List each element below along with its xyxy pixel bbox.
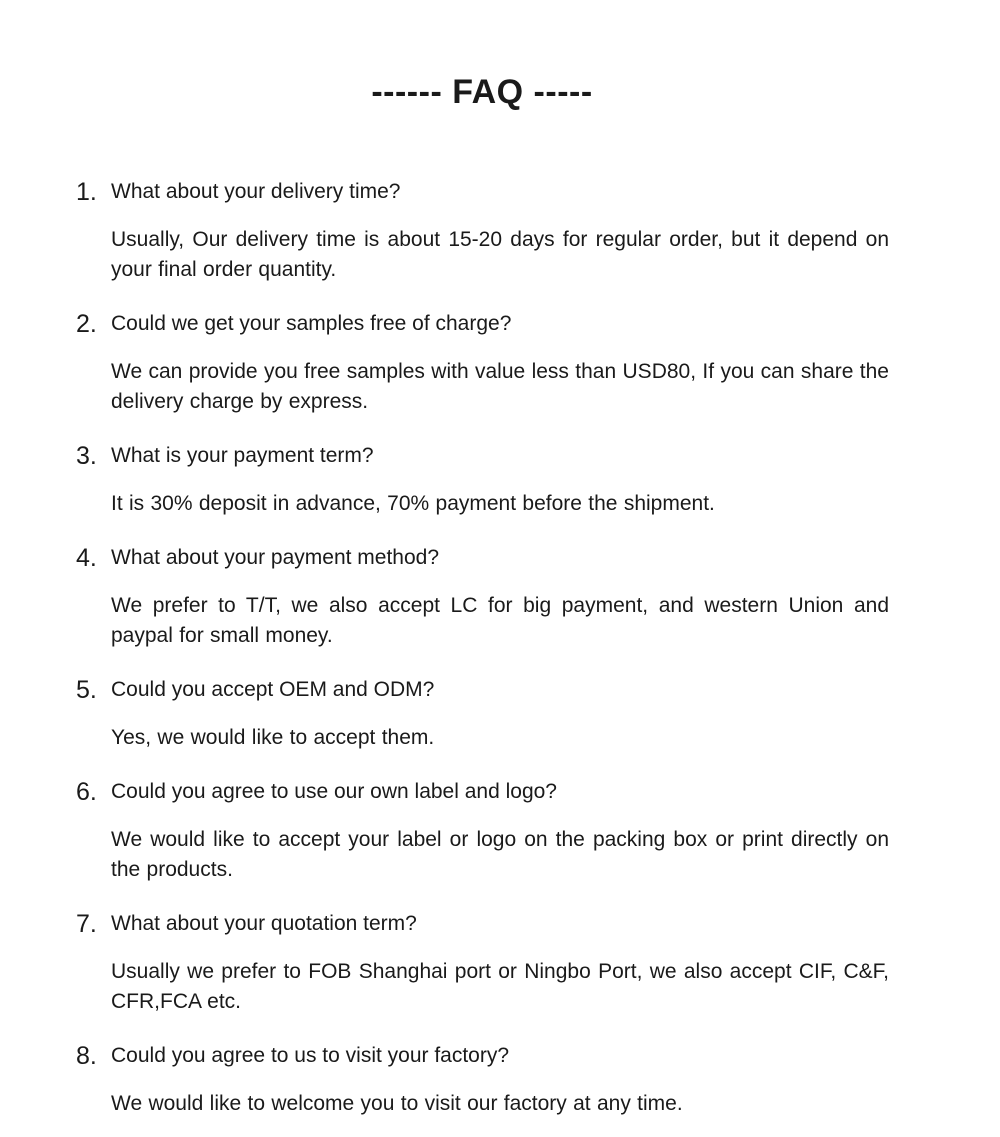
faq-question: What about your delivery time? [111, 180, 401, 203]
faq-number: 7. [76, 910, 97, 938]
faq-item [0, 435, 1000, 519]
faq-list [0, 171, 1000, 1137]
faq-item [0, 771, 1000, 885]
faq-answer: We prefer to T/T, we also accept LC for big payment, and western Union and paypal for small money. [111, 594, 889, 647]
faq-question: Could we get your samples free of charge? [111, 312, 512, 335]
faq-question: What about your payment method? [111, 546, 440, 569]
faq-number: 3. [76, 442, 97, 470]
faq-question: What about your quotation term? [111, 912, 417, 935]
faq-item [0, 669, 1000, 753]
faq-number: 6. [76, 778, 97, 806]
faq-number: 4. [76, 544, 97, 572]
faq-number: 8. [76, 1042, 97, 1070]
faq-answer: It is 30% deposit in advance, 70% payment before the shipment. [111, 492, 715, 515]
faq-question: Could you agree to use our own label and logo? [111, 780, 557, 803]
faq-question: Could you agree to us to visit your factory? [111, 1044, 510, 1067]
faq-item [0, 303, 1000, 417]
faq-answer: We would like to accept your label or logo on the packing box or print directly on the products. [111, 828, 889, 881]
faq-item [0, 537, 1000, 651]
faq-number: 2. [76, 310, 97, 338]
faq-item [0, 903, 1000, 1017]
page-title: ------ FAQ ----- [371, 72, 593, 111]
faq-answer: We can provide you free samples with value less than USD80, If you can share the delivery charge by express. [111, 360, 889, 413]
faq-answer: We would like to welcome you to visit our factory at any time. [111, 1092, 683, 1115]
faq-answer: Usually we prefer to FOB Shanghai port or Ningbo Port, we also accept CIF, C&F, CFR,FCA etc. [111, 960, 889, 1013]
faq-number: 1. [76, 178, 97, 206]
faq-question: Could you accept OEM and ODM? [111, 678, 435, 701]
faq-answer: Usually, Our delivery time is about 15-20 days for regular order, but it depend on your final order quantity. [111, 228, 889, 281]
faq-answer: Yes, we would like to accept them. [111, 726, 435, 749]
faq-number: 5. [76, 676, 97, 704]
faq-item [0, 1035, 1000, 1119]
faq-question: What is your payment term? [111, 444, 374, 467]
faq-item [0, 171, 1000, 285]
